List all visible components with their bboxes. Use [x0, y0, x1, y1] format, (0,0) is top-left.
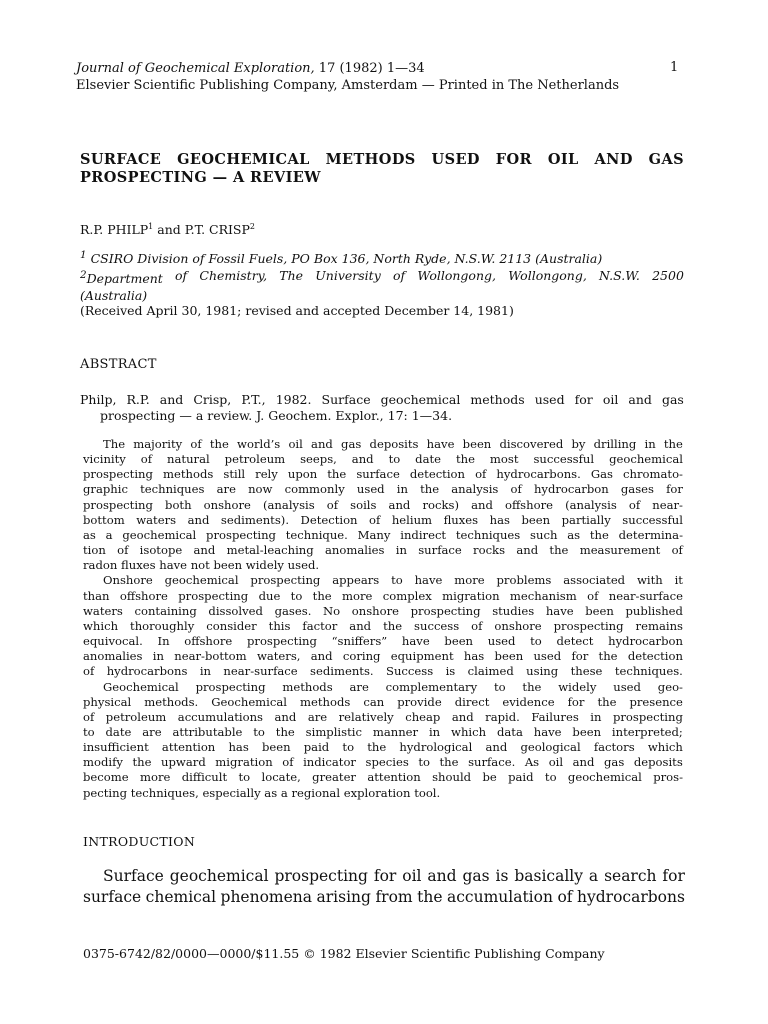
affiliation-word: Wollongong, — [417, 268, 496, 284]
affiliation-2 — [80, 267, 684, 287]
page-number: 1 — [670, 60, 679, 75]
title-word: METHODS — [325, 151, 416, 168]
abstract-body — [83, 437, 683, 801]
abstract-line: graphic techniques are now commonly used in the analysis of hydrocarbon gases for — [83, 482, 683, 497]
abstract-line: The majority of the world’s oil and gas deposits have been discovered by drilling in the — [103, 437, 683, 451]
abstract-line: Onshore geochemical prospecting appears to have more problems associated with it — [103, 573, 683, 588]
citation-word: oil — [602, 392, 619, 407]
abstract-heading: ABSTRACT — [80, 357, 157, 372]
affiliations — [80, 247, 684, 304]
abstract-line: prospecting both onshore (analysis of soils and rocks) and offshore (analysis of near- — [83, 497, 683, 512]
affiliation-word: 2500 — [652, 268, 684, 284]
affiliation-marker: 2 — [80, 269, 87, 282]
citation-word: and — [159, 392, 184, 407]
author-name: R.P. PHILP — [80, 222, 149, 238]
introduction-line: Surface geochemical prospecting for oil and gas is basically a search for — [103, 867, 685, 885]
affiliation-word: of — [392, 268, 406, 284]
citation-line-2: prospecting — a review. J. Geochem. Explor., 17: 1—34. — [100, 408, 453, 423]
introduction-line: surface chemical phenomena arising from the accumulation of hydrocarbons — [83, 888, 685, 906]
title-word: USED — [431, 151, 480, 168]
title-word: FOR — [495, 151, 532, 168]
title-word: GEOCHEMICAL — [177, 151, 310, 168]
title-word: OIL — [547, 151, 579, 168]
received-dates: (Received April 30, 1981; revised and accepted December 14, 1981) — [80, 303, 514, 318]
affiliation-word: of — [175, 268, 188, 284]
abstract-line: of hydrocarbons in near-surface sediments. Success is claimed using these techniques. — [83, 664, 683, 679]
title-word: SURFACE — [80, 151, 162, 168]
author-conjunction: and — [153, 222, 185, 238]
affiliation-word: University — [315, 268, 381, 284]
introduction-heading: INTRODUCTION — [83, 834, 196, 849]
journal-citation-line — [76, 60, 619, 77]
citation-word: used — [534, 392, 565, 407]
abstract-line: insufficient attention has been paid to the hydrological and geological factors which — [83, 740, 683, 755]
abstract-line: Geochemical prospecting methods are complementary to the widely used geo- — [103, 679, 683, 694]
citation-word: gas — [661, 392, 684, 407]
affiliation-word: Wollongong, — [508, 268, 587, 284]
abstract-line: prospecting methods still rely upon the surface detection of hydrocarbons. Gas chromato- — [83, 467, 683, 482]
abstract-line: equivocal. In offshore prospecting “sniffers” have been used to detect hydrocarbon — [83, 634, 683, 649]
affiliation-word: Chemistry, — [199, 268, 268, 284]
abstract-line: tion of isotope and metal-leaching anomalies in surface rocks and the measurement of — [83, 543, 683, 558]
author-name: P.T. CRISP — [184, 222, 250, 238]
journal-header — [76, 60, 619, 94]
abstract-line: modify the upward migration of indicator species to the surface. As oil and gas deposits — [83, 755, 683, 770]
copyright-footer: 0375-6742/82/0000—0000/$11.55 © 1982 Elsevier Scientific Publishing Company — [83, 946, 605, 961]
affiliation-text: CSIRO Division of Fossil Fuels, PO Box 136, North Ryde, N.S.W. 2113 (Australia) — [86, 251, 603, 267]
title-word: AND — [594, 151, 633, 168]
author-list — [80, 222, 255, 237]
citation-word: for — [574, 392, 593, 407]
abstract-line: physical methods. Geochemical methods can provide direct evidence for the presence — [83, 694, 683, 709]
publisher-line: Elsevier Scientific Publishing Company, Amsterdam — Printed in The Netherlands — [76, 78, 620, 93]
citation-word: and — [628, 392, 652, 407]
introduction-body — [83, 866, 685, 908]
affiliation-word — [80, 267, 163, 287]
citation-word: methods — [470, 392, 525, 407]
abstract-line: waters containing dissolved gases. No onshore prospecting studies have been published — [83, 603, 683, 618]
citation-word: P.T., — [241, 392, 266, 407]
title-line-1 — [80, 151, 684, 169]
journal-reference: 17 (1982) 1—34 — [314, 61, 425, 76]
line-text: radon fluxes have not been widely used. — [83, 558, 320, 573]
citation-word: Surface — [321, 392, 371, 407]
citation-word: 1982. — [275, 392, 312, 407]
paper-title — [80, 151, 690, 187]
affiliation-marker: 2 — [249, 222, 255, 231]
affiliation-word: Department — [86, 271, 163, 287]
abstract-line: bottom waters and sediments). Detection of helium fluxes has been partially successful — [83, 512, 683, 527]
affiliation-2-continuation: (Australia) — [80, 288, 148, 304]
affiliation-word: The — [279, 268, 304, 284]
title-word: GAS — [648, 151, 684, 168]
abstract-line — [83, 786, 683, 801]
abstract-line: become more difficult to locate, greater attention should be paid to geochemical pros- — [83, 770, 683, 785]
abstract-line: anomalies in near-bottom waters, and coring equipment has been used for the detection — [83, 649, 683, 664]
citation-word: R.P. — [126, 392, 150, 407]
affiliation-1 — [80, 247, 684, 267]
line-text: pecting techniques, especially as a regional exploration tool. — [83, 785, 441, 800]
abstract-line — [83, 558, 683, 573]
abstract-line: which thoroughly consider this factor and the success of onshore prospecting remains — [83, 618, 683, 633]
affiliation-marker: 1 — [148, 222, 154, 231]
title-line-2: PROSPECTING — A REVIEW — [80, 169, 321, 186]
abstract-line: to date are attributable to the simplistic manner in which data have been interpreted; — [83, 724, 683, 739]
affiliation-marker: 1 — [80, 249, 87, 261]
citation-word: Philp, — [80, 392, 117, 407]
abstract-line: vicinity of natural petroleum seeps, and to date the most successful geochemical — [83, 452, 683, 467]
citation-word: Crisp, — [193, 392, 232, 407]
abstract-line: than offshore prospecting due to the more complex migration mechanism of near-surface — [83, 588, 683, 603]
abstract-line: of petroleum accumulations and are relatively cheap and rapid. Failures in prospecting — [83, 709, 683, 724]
citation — [80, 392, 684, 424]
affiliation-word: N.S.W. — [599, 268, 640, 284]
citation-word: geochemical — [380, 392, 461, 407]
abstract-line: as a geochemical prospecting technique. Many indirect techniques such as the determina- — [83, 527, 683, 542]
citation-line-1 — [80, 392, 684, 408]
journal-name: Journal of Geochemical Exploration, — [76, 61, 315, 76]
